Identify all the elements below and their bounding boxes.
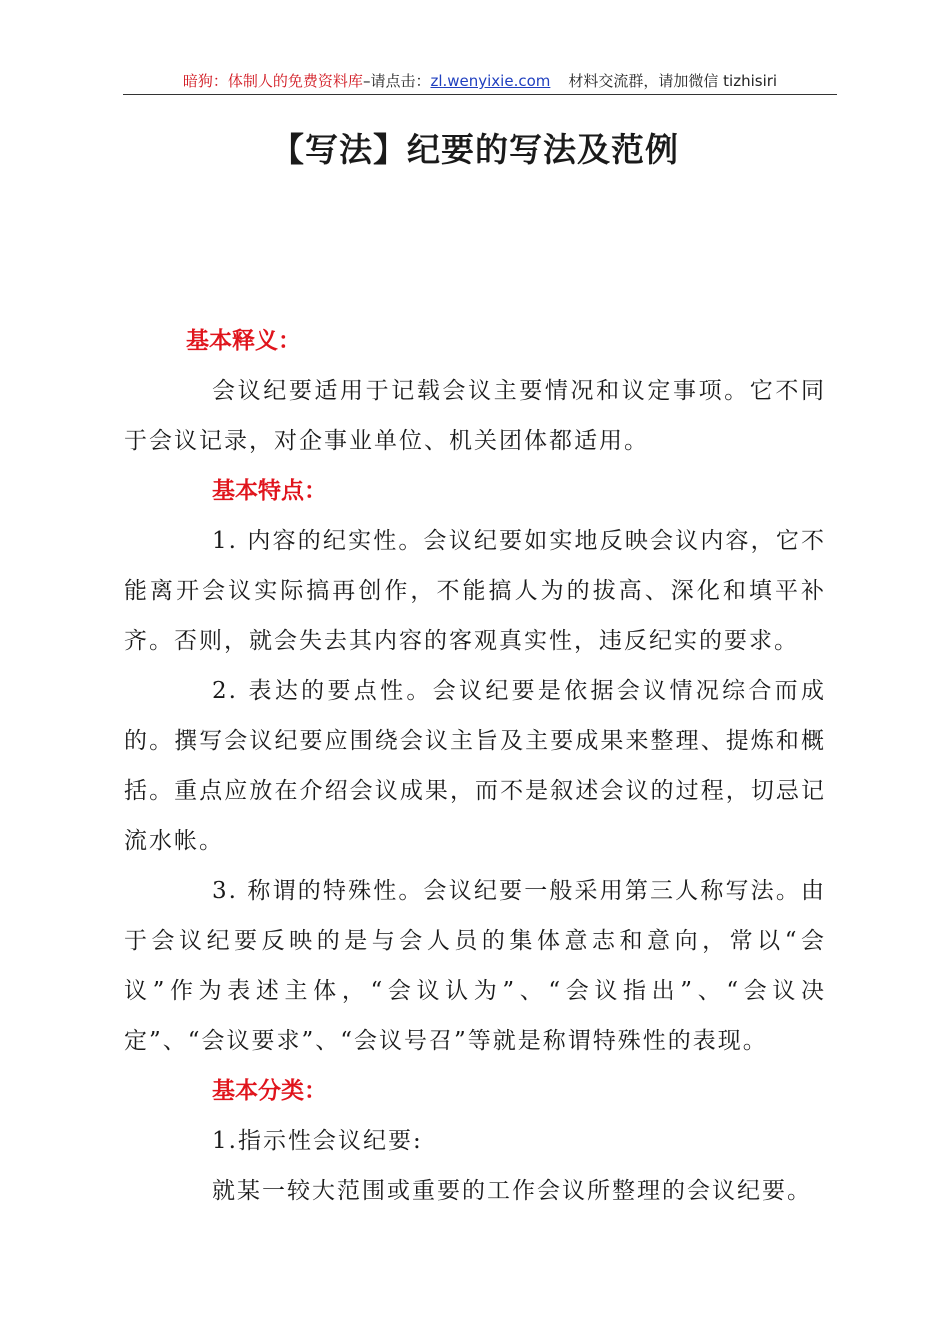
section-heading-definition: 基本释义： — [186, 328, 301, 354]
document-body — [124, 316, 826, 1216]
section-heading-features: 基本特点： — [212, 478, 327, 504]
feature-paragraph-3: 3. 称谓的特殊性。会议纪要一般采用第三人称写法。由于会议纪要反映的是与会人员的集体意志和意向，常以“会议”作为表述主体，“会议认为”、“会议指出”、“会议决定”、“会议要求”、“会议号召”等就是称谓特殊性的表现。 — [124, 878, 826, 1054]
category-item-text: 就某一较大范围或重要的工作会议所整理的会议纪要。 — [212, 1178, 812, 1204]
definition-paragraph: 会议纪要适用于记载会议主要情况和议定事项。它不同于会议记录，对企事业单位、机关团体都适用。 — [124, 378, 826, 454]
header-divider — [123, 94, 837, 95]
feature-paragraph-1: 1. 内容的纪实性。会议纪要如实地反映会议内容，它不能离开会议实际搞再创作，不能搞人为的拔高、深化和填平补齐。否则，就会失去其内容的客观真实性，违反纪实的要求。 — [124, 528, 826, 654]
header-wechat-text: 材料交流群，请加微信 tizhisiri — [568, 72, 778, 90]
header-click-text: –请点击： — [362, 72, 431, 90]
header-link[interactable]: zl.wenyixie.com — [430, 72, 551, 90]
document-title: 【写法】纪要的写法及范例 — [271, 130, 679, 169]
category-item-title: 1.指示性会议纪要: — [212, 1128, 423, 1154]
page-header — [123, 70, 837, 94]
feature-paragraph-2: 2. 表达的要点性。会议纪要是依据会议情况综合而成的。撰写会议纪要应围绕会议主旨及主要成果来整理、提炼和概括。重点应放在介绍会议成果，而不是叙述会议的过程，切忌记流水帐。 — [124, 678, 826, 854]
section-heading-categories: 基本分类： — [212, 1078, 327, 1104]
header-site-name: 暗狗：体制人的免费资料库 — [182, 72, 363, 90]
